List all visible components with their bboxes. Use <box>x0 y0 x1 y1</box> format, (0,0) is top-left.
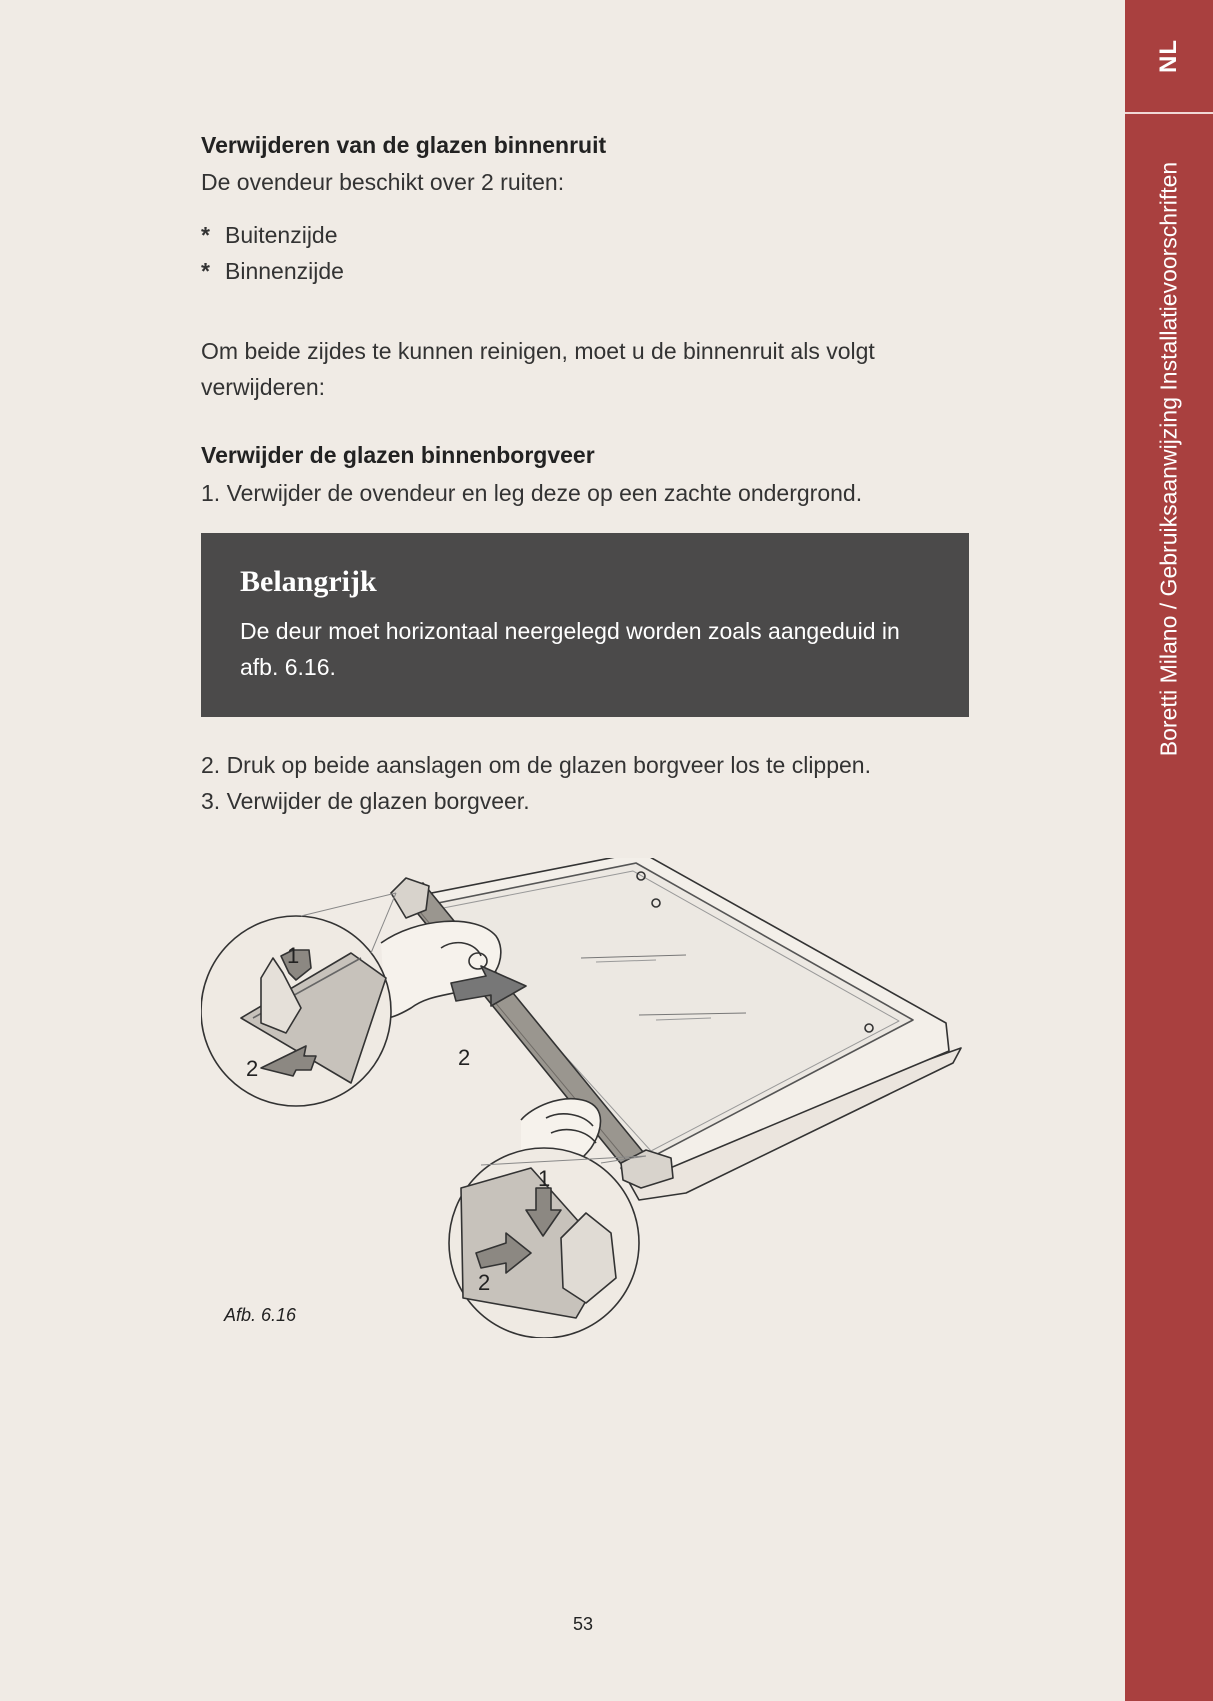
figure-caption: Afb. 6.16 <box>224 1305 297 1325</box>
instruction-paragraph: Om beide zijdes te kunnen reinigen, moet u de binnenruit als volgt verwijderen: <box>201 338 875 400</box>
step-3: 3. Verwijder de glazen borgveer. <box>201 788 530 814</box>
figure-label-middle-2: 2 <box>458 1045 471 1070</box>
figure-label-bottom-2: 2 <box>478 1270 491 1295</box>
notice-title: Belangrijk <box>240 565 377 598</box>
step-1: 1. Verwijder de ovendeur en leg deze op een zachte ondergrond. <box>201 480 863 506</box>
list-item-label: Buitenzijde <box>225 222 338 248</box>
list-item <box>201 258 344 285</box>
figure-label-bottom-1: 1 <box>538 1166 551 1191</box>
step-2: 2. Druk op beide aanslagen om de glazen borgveer los te clippen. <box>201 752 871 778</box>
language-label: NL <box>1155 39 1182 73</box>
figure-label-left-1: 1 <box>287 943 300 968</box>
intro-text: De ovendeur beschikt over 2 ruiten: <box>201 169 565 195</box>
bullet-symbol: * <box>201 258 210 284</box>
bullet-symbol: * <box>201 222 210 248</box>
page-number: 53 <box>573 1614 594 1634</box>
section-heading-remove-inner-glass: Verwijderen van de glazen binnenruit <box>201 132 607 158</box>
sidebar <box>1125 0 1213 1701</box>
list-item <box>201 222 338 249</box>
list-item-label: Binnenzijde <box>225 258 344 284</box>
notice-body: De deur moet horizontaal neergelegd worden zoals aangeduid in afb. 6.16. <box>240 618 900 680</box>
oven-door-drawing <box>201 858 971 1338</box>
language-tab <box>1125 0 1213 114</box>
important-notice <box>201 533 969 717</box>
document-title: Boretti Milano / Gebruiksaanwijzing Installatievoorschriften <box>1155 161 1182 757</box>
section-heading-remove-spring: Verwijder de glazen binnenborgveer <box>201 442 595 468</box>
figure-label-left-2: 2 <box>246 1056 259 1081</box>
oven-door-illustration <box>201 858 971 1338</box>
